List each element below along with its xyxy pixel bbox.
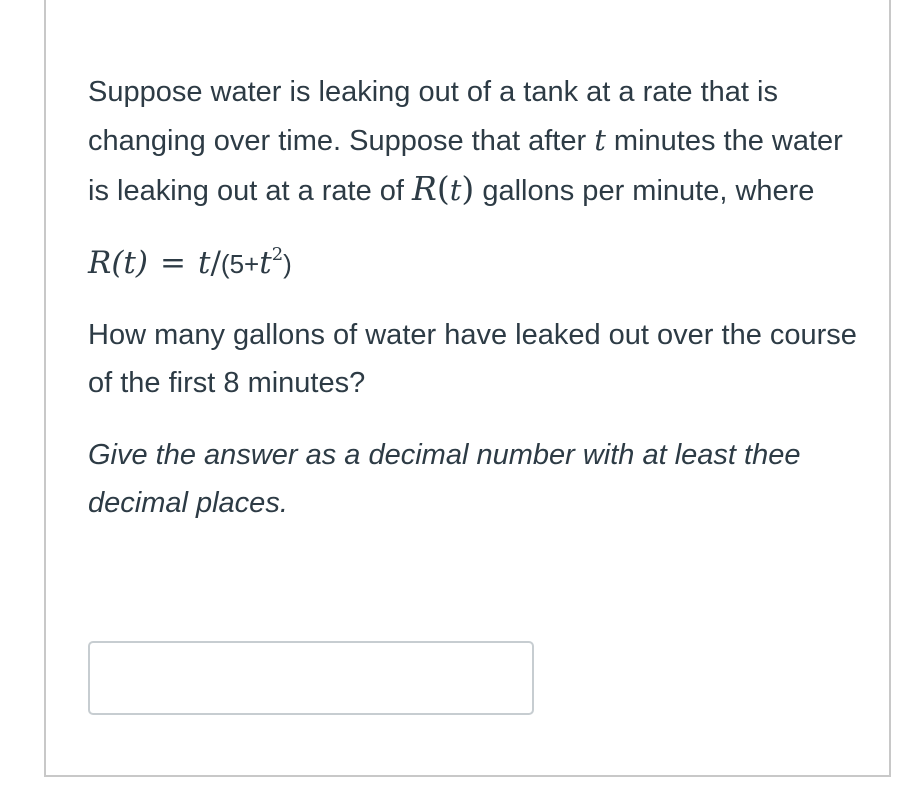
math-function-arg: t [449, 173, 462, 207]
question-card [44, 0, 891, 777]
rate-equation [88, 239, 858, 287]
equation-denominator-open: (5+ [220, 249, 260, 279]
equation-denominator-var: t [259, 245, 272, 281]
math-paren-close: ) [461, 169, 475, 208]
equation-equals: = [160, 245, 186, 281]
question-prompt: How many gallons of water have leaked out over the course of the first 8 minutes? [88, 319, 857, 399]
equation-exponent: 2 [271, 244, 284, 265]
math-paren-open: ( [436, 169, 450, 208]
intro-text-1: Suppose water is leaking out of a tank at a rate that is changing over time. Suppose that after [88, 76, 778, 157]
equation-slash: / [210, 245, 221, 281]
question-content [88, 68, 858, 527]
equation-numerator: t [197, 245, 211, 281]
intro-text-3: gallons per minute, where [474, 175, 815, 207]
answer-instruction: Give the answer as a decimal number with at least thee decimal places. [88, 439, 801, 519]
answer-input[interactable] [88, 641, 534, 715]
math-function-r: R [412, 169, 437, 208]
equation-denominator-close: ) [283, 249, 292, 279]
question-intro [88, 68, 858, 215]
math-variable-t: t [594, 123, 606, 157]
intro-text-2: minutes the water is leaking out at a rate of [88, 125, 843, 207]
equation-lhs: R(t) [88, 245, 148, 281]
